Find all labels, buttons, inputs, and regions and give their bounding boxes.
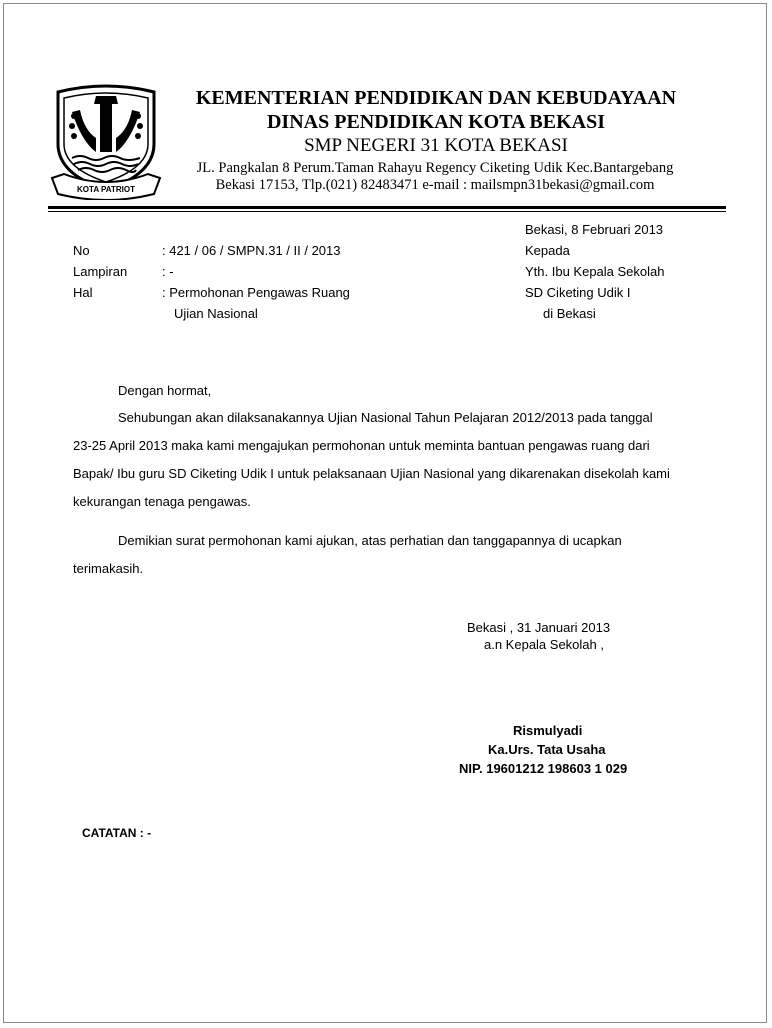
meta-lampiran-value: : - — [162, 264, 174, 279]
meta-hal-value-cont: Ujian Nasional — [174, 306, 258, 321]
header-address-line2: Bekasi 17153, Tlp.(021) 82483471 e-mail : mailsmpn31bekasi@gmail.com — [215, 177, 655, 193]
logo-banner-text: KOTA PATRIOT — [77, 185, 135, 194]
letter-date: Bekasi, 8 Februari 2013 — [525, 222, 664, 237]
header-rule-thick — [48, 206, 726, 209]
note-catatan: CATATAN : - — [82, 826, 152, 840]
recipient-line4: di Bekasi — [543, 306, 596, 321]
meta-hal-value: : Permohonan Pengawas Ruang — [162, 285, 350, 300]
city-crest-logo — [50, 82, 162, 200]
signatory-name: Rismulyadi — [513, 723, 583, 738]
body-paragraph1-line3: Bapak/ Ibu guru SD Ciketing Udik I untuk pelaksanaan Ujian Nasional yang dikarenakan disekolah kami — [73, 466, 670, 481]
header-department: DINAS PENDIDIKAN KOTA BEKASI — [266, 111, 606, 133]
recipient-line2: Yth. Ibu Kepala Sekolah — [525, 264, 665, 279]
body-paragraph1-line1: Sehubungan akan dilaksanakannya Ujian Nasional Tahun Pelajaran 2012/2013 pada tanggal — [118, 410, 653, 425]
meta-hal-label: Hal — [73, 285, 93, 300]
header-rule-thin — [48, 211, 726, 212]
recipient-line3: SD Ciketing Udik I — [525, 285, 631, 300]
signatory-title: Ka.Urs. Tata Usaha — [488, 742, 606, 757]
body-paragraph2-line1: Demikian surat permohonan kami ajukan, atas perhatian dan tanggapannya di ucapkan — [118, 533, 622, 548]
recipient-line1: Kepada — [525, 243, 570, 258]
body-paragraph1-line2: 23-25 April 2013 maka kami mengajukan permohonan untuk meminta bantuan pengawas ruang dari — [73, 438, 650, 453]
closing-place-date: Bekasi , 31 Januari 2013 — [467, 620, 611, 635]
closing-on-behalf: a.n Kepala Sekolah , — [484, 637, 604, 652]
header-ministry: KEMENTERIAN PENDIDIKAN DAN KEBUDAYAAN — [195, 87, 677, 109]
greeting: Dengan hormat, — [118, 383, 212, 398]
header-address-line1: JL. Pangkalan 8 Perum.Taman Rahayu Regency Ciketing Udik Kec.Bantargebang — [196, 160, 674, 176]
signatory-nip: NIP. 19601212 198603 1 029 — [459, 761, 628, 776]
header-school: SMP NEGERI 31 KOTA BEKASI — [304, 135, 568, 156]
body-paragraph1-line4: kekurangan tenaga pengawas. — [73, 494, 251, 509]
meta-lampiran-label: Lampiran — [73, 264, 128, 279]
body-paragraph2-line2: terimakasih. — [73, 561, 144, 576]
meta-no-label: No — [73, 243, 90, 258]
meta-no-value: : 421 / 06 / SMPN.31 / II / 2013 — [162, 243, 341, 258]
